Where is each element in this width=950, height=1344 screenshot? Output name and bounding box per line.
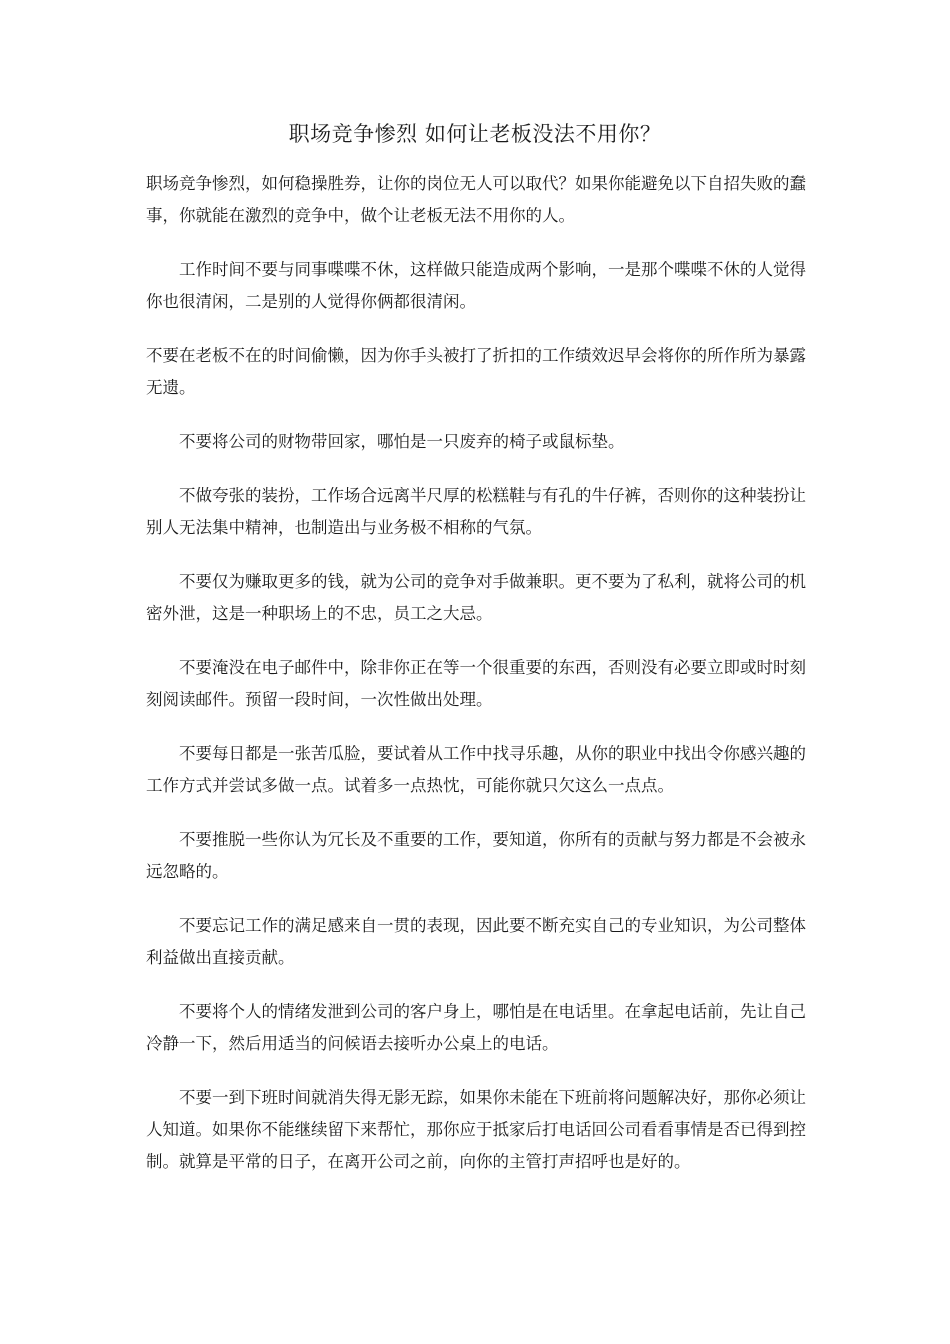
paragraph: 不要忘记工作的满足感来自一贯的表现，因此要不断充实自己的专业知识，为公司整体利益做出直接贡献。 [146,916,806,967]
paragraph: 不要一到下班时间就消失得无影无踪，如果你未能在下班前将问题解决好，那你必须让人知道。如果你不能继续留下来帮忙，那你应于抵家后打电话回公司看看事情是否已得到控制。就算是平常的日子，在离开公司之前，向你的主管打声招呼也是好的。 [146,1088,806,1171]
document-body [146,168,806,1200]
paragraph: 不做夸张的装扮，工作场合远离半尺厚的松糕鞋与有孔的牛仔裤，否则你的这种装扮让别人无法集中精神，也制造出与业务极不相称的气氛。 [146,486,806,537]
paragraph: 工作时间不要与同事喋喋不休，这样做只能造成两个影响，一是那个喋喋不休的人觉得你也很清闲，二是别的人觉得你俩都很清闲。 [146,260,806,311]
paragraph-intro: 职场竞争惨烈，如何稳操胜券，让你的岗位无人可以取代？如果你能避免以下自招失败的蠢事，你就能在激烈的竞争中，做个让老板无法不用你的人。 [146,174,806,225]
paragraph: 不要淹没在电子邮件中，除非你正在等一个很重要的东西，否则没有必要立即或时时刻刻阅读邮件。预留一段时间，一次性做出处理。 [146,658,806,709]
paragraph: 不要将个人的情绪发泄到公司的客户身上，哪怕是在电话里。在拿起电话前，先让自己冷静一下，然后用适当的问候语去接听办公桌上的电话。 [146,1002,806,1053]
paragraph: 不要仅为赚取更多的钱，就为公司的竞争对手做兼职。更不要为了私利，就将公司的机密外泄，这是一种职场上的不忠，员工之大忌。 [146,572,806,623]
paragraph: 不要将公司的财物带回家，哪怕是一只废弃的椅子或鼠标垫。 [179,432,625,451]
paragraph: 不要每日都是一张苦瓜脸，要试着从工作中找寻乐趣，从你的职业中找出令你感兴趣的工作方式并尝试多做一点。试着多一点热忱，可能你就只欠这么一点点。 [146,744,806,795]
paragraph: 不要推脱一些你认为冗长及不重要的工作，要知道，你所有的贡献与努力都是不会被永远忽略的。 [146,830,806,881]
paragraph: 不要在老板不在的时间偷懒，因为你手头被打了折扣的工作绩效迟早会将你的所作所为暴露无遗。 [146,346,806,397]
document-title: 职场竞争惨烈 如何让老板没法不用你？ [288,122,662,146]
